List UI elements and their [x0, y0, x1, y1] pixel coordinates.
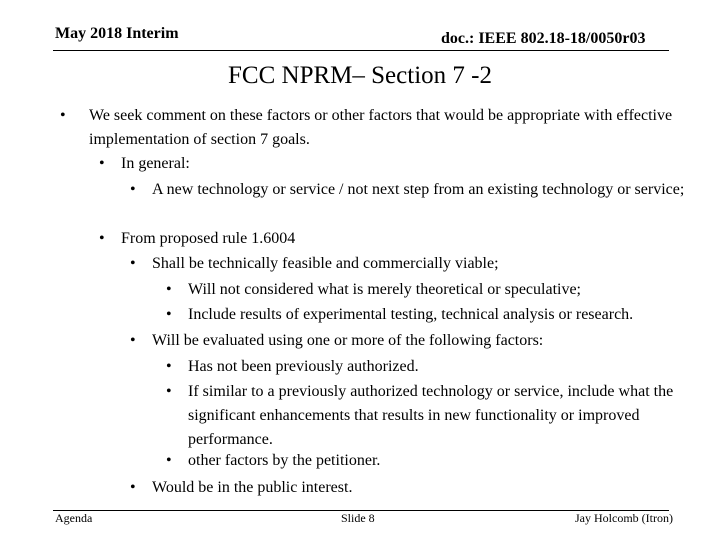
bullet-level4 — [166, 278, 706, 302]
bullet-text: Include results of experimental testing, technical analysis or research. — [188, 306, 634, 323]
bullet-level4 — [166, 380, 712, 452]
bullet-level2 — [99, 152, 699, 176]
bullet-marker: • — [166, 452, 172, 469]
bullet-marker: • — [130, 181, 136, 198]
bullet-level3 — [130, 178, 705, 202]
bullet-level4 — [166, 449, 706, 473]
bullet-marker: • — [130, 479, 136, 496]
bullet-level3 — [130, 476, 705, 500]
bullet-marker: • — [99, 155, 105, 172]
footer-slide-number: Slide 8 — [341, 511, 375, 525]
bullet-marker: • — [166, 358, 172, 375]
bullet-text: In general: — [121, 155, 190, 172]
bullet-text: Will not considered what is merely theoretical or speculative; — [188, 281, 581, 298]
footer-author: Jay Holcomb (Itron) — [575, 511, 673, 525]
footer-section: Agenda — [55, 511, 93, 525]
header-divider — [53, 50, 669, 51]
bullet-marker: • — [166, 281, 172, 298]
bullet-text: We seek comment on these factors or other factors that would be appropriate with effective implementation of section 7 goals. — [89, 107, 673, 148]
bullet-marker: • — [99, 230, 105, 247]
bullet-text: Shall be technically feasible and commercially viable; — [152, 255, 499, 272]
bullet-level2 — [99, 227, 699, 251]
bullet-level3 — [130, 329, 705, 353]
bullet-text: If similar to a previously authorized technology or service, include what the significant enhancements that results in new functionality or improved performance. — [188, 383, 674, 448]
bullet-marker: • — [60, 107, 66, 124]
bullet-level4 — [166, 303, 706, 327]
header-meeting: May 2018 Interim — [55, 25, 179, 42]
bullet-text: other factors by the petitioner. — [188, 452, 381, 469]
header-doc-id: doc.: IEEE 802.18-18/0050r03 — [441, 30, 646, 47]
bullet-text: From proposed rule 1.6004 — [121, 230, 296, 247]
slide-title: FCC NPRM– Section 7 -2 — [228, 62, 492, 89]
bullet-level1 — [60, 104, 700, 152]
bullet-marker: • — [166, 383, 172, 400]
bullet-level3 — [130, 252, 705, 276]
bullet-text: A new technology or service / not next step from an existing technology or service; — [152, 181, 685, 198]
bullet-text: Would be in the public interest. — [152, 479, 353, 496]
bullet-marker: • — [166, 306, 172, 323]
bullet-marker: • — [130, 255, 136, 272]
bullet-marker: • — [130, 332, 136, 349]
bullet-text: Has not been previously authorized. — [188, 358, 419, 375]
bullet-level4 — [166, 355, 706, 379]
bullet-text: Will be evaluated using one or more of the following factors: — [152, 332, 544, 349]
